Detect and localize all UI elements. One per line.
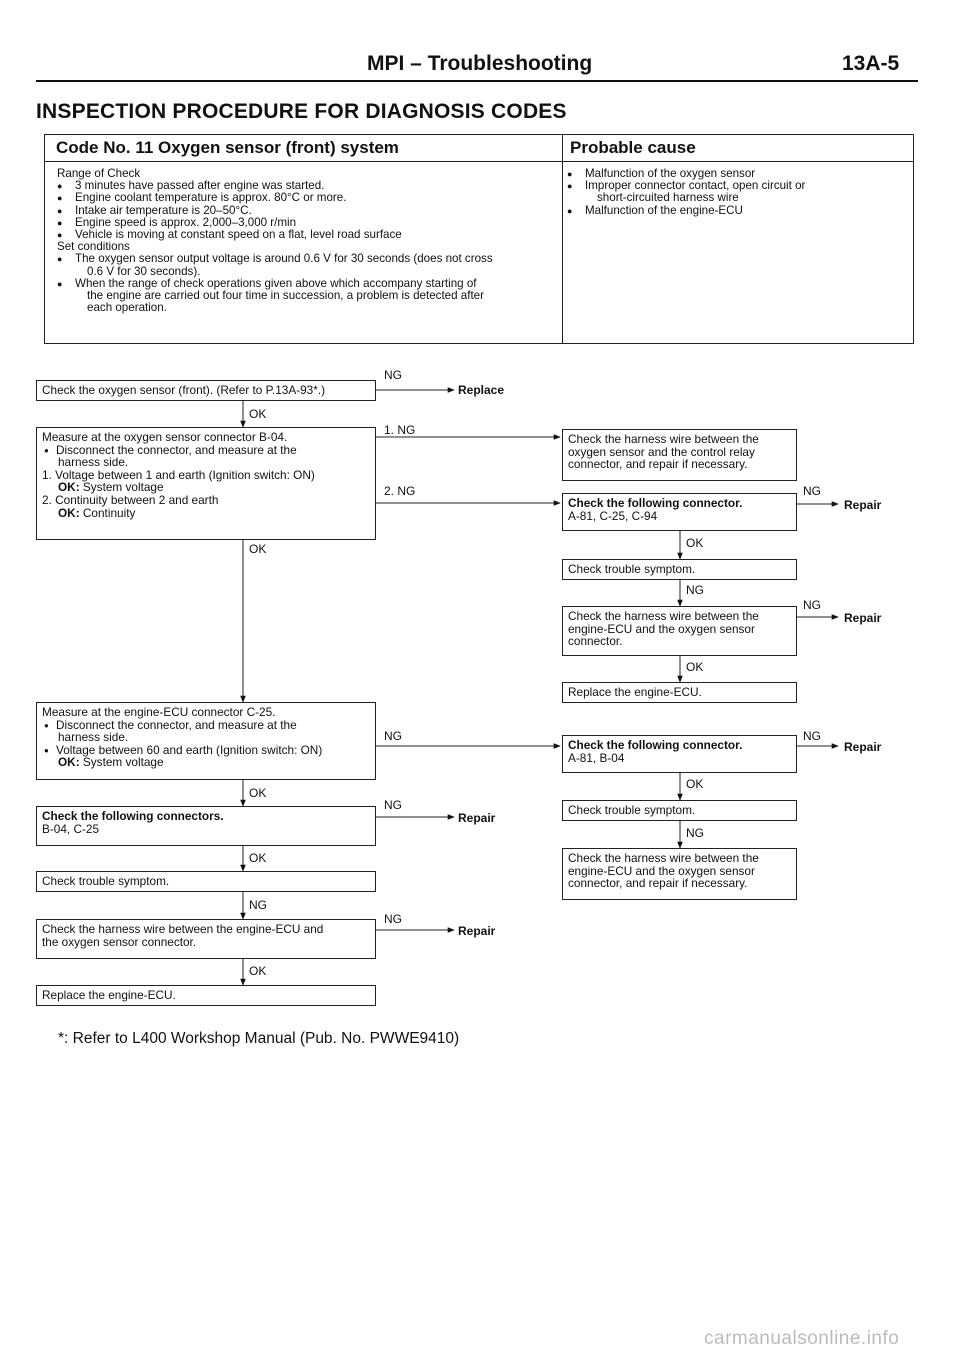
check-trouble-symptom-box xyxy=(562,800,797,821)
page-number: 13A-5 xyxy=(842,52,900,75)
box-sub: B-04, C-25 xyxy=(42,821,100,836)
ok-label: OK xyxy=(686,536,704,550)
box-text: Replace the engine-ECU. xyxy=(568,685,702,699)
check-harness-control-relay-box xyxy=(562,429,797,481)
cause-item: ● Malfunction of the oxygen sensor xyxy=(567,168,907,180)
box-text: Check trouble symptom. xyxy=(568,803,696,817)
ok-value: System voltage xyxy=(82,755,164,770)
box-title: Check the following connector. xyxy=(568,496,743,510)
box-text: Check trouble symptom. xyxy=(568,562,696,576)
footnote: *: Refer to L400 Workshop Manual (Pub. No. PWWE9410) xyxy=(58,1030,460,1047)
check-connectors-b04-c25-box xyxy=(36,806,376,846)
set-item-cont: each operation. xyxy=(87,301,167,315)
ng-label: NG xyxy=(803,598,821,612)
ng1-label: 1. NG xyxy=(384,423,416,437)
set-item: ● The oxygen sensor output voltage is around 0.6 V for 30 seconds (does not cross xyxy=(57,253,557,265)
ok-label: OK xyxy=(249,407,267,421)
code-heading: Code No. 11 Oxygen sensor (front) system xyxy=(56,138,399,157)
ng-label: NG xyxy=(803,484,821,498)
set-item-cont: 0.6 V for 30 seconds). xyxy=(87,264,201,278)
repair-result: Repair xyxy=(844,498,882,512)
box-text: connector. xyxy=(568,634,623,649)
ng-label: NG xyxy=(686,826,704,840)
ng-label: NG xyxy=(249,898,267,912)
replace-ecu-box xyxy=(562,682,797,703)
ok-label: OK xyxy=(249,542,267,556)
range-item: ● Vehicle is moving at constant speed on a flat, level road surface xyxy=(57,229,557,241)
box-bullet: ● Voltage between 60 and earth (Ignition switch: ON) xyxy=(42,744,370,757)
box-text: the oxygen sensor connector. xyxy=(42,934,197,949)
box-item: 2. Continuity between 2 and earth xyxy=(42,492,219,507)
check-harness-ecu-sensor-box xyxy=(36,919,376,959)
check-trouble-symptom-box xyxy=(562,559,797,580)
box-text: Check the harness wire between the engine-ECU and xyxy=(42,922,324,936)
box-text: Check trouble symptom. xyxy=(42,874,170,888)
ok-label: OK xyxy=(249,786,267,800)
range-item: ● Engine coolant temperature is approx. 80°C or more. xyxy=(57,192,557,204)
ng-label: NG xyxy=(686,583,704,597)
ok-label: OK xyxy=(686,777,704,791)
check-connector-a81-c25-c94-box xyxy=(562,493,797,531)
range-item: ● 3 minutes have passed after engine was started. xyxy=(57,180,557,192)
box-title: Measure at the oxygen sensor connector B-04. xyxy=(42,430,288,444)
box-text: engine-ECU and the oxygen sensor xyxy=(568,621,755,636)
box-text: oxygen sensor and the control relay xyxy=(568,444,755,459)
box-text: Check the harness wire between the xyxy=(568,851,759,865)
cause-item-cont: short-circuited harness wire xyxy=(597,191,739,205)
ok-key: OK: xyxy=(58,505,80,520)
ng2-label: 2. NG xyxy=(384,484,416,498)
box-text: engine-ECU and the oxygen sensor xyxy=(568,863,755,878)
range-item: ● Engine speed is approx. 2,000–3,000 r/min xyxy=(57,217,557,229)
box-text: connector, and repair if necessary. xyxy=(568,876,748,891)
cause-item: ● Malfunction of the engine-ECU xyxy=(567,205,907,217)
box-sub: A-81, C-25, C-94 xyxy=(568,508,658,523)
set-item-cont: the engine are carried out four time in succession, a problem is detected after xyxy=(87,289,484,303)
box-bullet: ● Disconnect the connector, and measure at the xyxy=(42,444,370,457)
box-text: Check the oxygen sensor (front). (Refer to P.13A-93*.) xyxy=(42,383,326,397)
ok-value: System voltage xyxy=(82,480,164,495)
repair-result: Repair xyxy=(844,740,882,754)
replace-ecu-box xyxy=(36,985,376,1006)
cause-item: ● Improper connector contact, open circuit or xyxy=(567,180,907,192)
set-item: ● When the range of check operations given above which accompany starting of xyxy=(57,278,557,290)
check-harness-ecu-sensor-box xyxy=(562,606,797,656)
range-item: ● Intake air temperature is 20–50°C. xyxy=(57,205,557,217)
ng-label: NG xyxy=(384,798,402,812)
ng-label: NG xyxy=(384,729,402,743)
box-sub: A-81, B-04 xyxy=(568,750,625,765)
section-header: MPI – Troubleshooting xyxy=(367,52,593,75)
ok-label: OK xyxy=(249,851,267,865)
replace-result: Replace xyxy=(458,383,505,397)
box-item: 1. Voltage between 1 and earth (Ignition switch: ON) xyxy=(42,467,315,482)
measure-c25-box xyxy=(36,702,376,780)
repair-result: Repair xyxy=(458,811,496,825)
box-title: Measure at the engine-ECU connector C-25. xyxy=(42,705,276,719)
set-label: Set conditions xyxy=(57,240,130,254)
box-text: Check the harness wire between the xyxy=(568,432,759,446)
box-text: Replace the engine-ECU. xyxy=(42,988,176,1002)
repair-result: Repair xyxy=(458,924,496,938)
box-bullet: ● Disconnect the connector, and measure at the xyxy=(42,719,370,732)
watermark: carmanualsonline.info xyxy=(704,1328,900,1349)
ok-key: OK: xyxy=(58,755,80,770)
check-trouble-symptom-box xyxy=(36,871,376,892)
check-harness-repair-box xyxy=(562,848,797,900)
box-title: Check the following connectors. xyxy=(42,809,224,823)
box-title: Check the following connector. xyxy=(568,738,743,752)
ok-label: OK xyxy=(686,660,704,674)
ng-label: NG xyxy=(384,368,402,382)
ok-label: OK xyxy=(249,964,267,978)
ok-key: OK: xyxy=(58,480,80,495)
box-bullet-cont: harness side. xyxy=(58,455,129,470)
page-title: INSPECTION PROCEDURE FOR DIAGNOSIS CODES xyxy=(36,100,567,123)
ng-label: NG xyxy=(384,912,402,926)
repair-result: Repair xyxy=(844,611,882,625)
check-connector-a81-b04-box xyxy=(562,735,797,773)
box-bullet-cont: harness side. xyxy=(58,730,129,745)
ok-value: Continuity xyxy=(82,505,136,520)
measure-b04-box xyxy=(36,427,376,540)
ng-label: NG xyxy=(803,729,821,743)
probable-cause-heading: Probable cause xyxy=(570,138,696,157)
range-label: Range of Check xyxy=(57,167,141,180)
check-oxygen-sensor-box xyxy=(36,380,376,401)
box-text: Check the harness wire between the xyxy=(568,609,759,623)
box-text: connector, and repair if necessary. xyxy=(568,457,748,472)
